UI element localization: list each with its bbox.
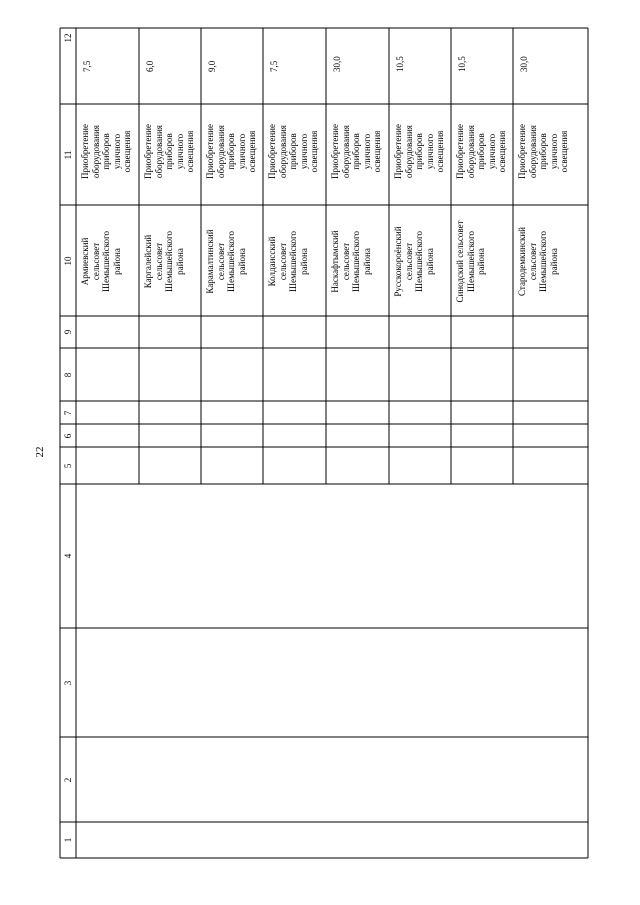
purpose-cell-line: освещения xyxy=(435,130,445,173)
purpose-cell-line: оборудования xyxy=(277,125,288,178)
amount-cell: 6,0 xyxy=(145,60,155,72)
purpose-cell-line: приборов xyxy=(476,133,486,170)
municipality-cell xyxy=(517,211,559,312)
purpose-cell-line: оборудования xyxy=(153,125,164,178)
municipality-cell-line: Синодский сельсовет xyxy=(455,220,465,303)
column-header-2: 2 xyxy=(63,777,73,782)
municipality-cell-line: сельсовет xyxy=(90,242,101,281)
municipality-cell-line: района xyxy=(236,248,247,275)
purpose-cell-line: уличного xyxy=(111,133,122,170)
municipality-cell-line: района xyxy=(298,248,309,275)
purpose-cell-line: освещения xyxy=(559,130,569,173)
purpose-cell-line: Приобретение xyxy=(330,124,340,179)
column-header-9: 9 xyxy=(63,329,73,335)
municipality-cell-line: Шемышейского xyxy=(288,231,298,292)
purpose-cell-line: оборудования xyxy=(527,125,538,178)
purpose-cell-line: Приобретение xyxy=(455,124,465,179)
municipality-cell xyxy=(267,211,309,312)
purpose-cell-line: освещения xyxy=(309,130,319,173)
municipality-cell-line: Каргалейский xyxy=(143,234,153,289)
column-header-8: 8 xyxy=(63,372,73,377)
column-header-3: 3 xyxy=(63,680,73,685)
purpose-cell-line: приборов xyxy=(351,133,361,170)
purpose-cell xyxy=(393,101,446,202)
column-header-5: 5 xyxy=(63,463,73,468)
municipality-cell-line: сельсовет xyxy=(527,242,538,281)
purpose-cell-line: уличного xyxy=(236,133,247,170)
column-header-10: 10 xyxy=(63,256,73,265)
municipality-cell-line: района xyxy=(476,248,486,275)
purpose-cell-line: освещения xyxy=(122,130,132,173)
municipality-cell-line: сельсовет xyxy=(153,242,164,281)
municipality-cell xyxy=(143,211,185,312)
amount-cell: 7,5 xyxy=(82,60,92,72)
page-number: 22 xyxy=(34,446,46,458)
purpose-cell-line: уличного xyxy=(424,133,435,170)
purpose-cell-line: оборудования xyxy=(340,125,351,178)
municipality-cell-line: района xyxy=(548,248,559,275)
municipality-cell xyxy=(393,211,435,312)
column-header-6: 6 xyxy=(63,433,73,438)
amount-cell: 30,0 xyxy=(332,56,342,72)
purpose-cell-line: Приобретение xyxy=(205,124,215,179)
municipality-cell-line: Шемышейского xyxy=(164,231,174,292)
municipality-cell-line: Шемышейского xyxy=(101,231,111,292)
municipality-cell-line: сельсовет xyxy=(403,242,414,281)
purpose-cell-line: Приобретение xyxy=(267,124,277,179)
purpose-cell xyxy=(517,101,570,202)
municipality-cell-line: Шемышейского xyxy=(414,231,424,292)
municipality-cell-line: района xyxy=(424,248,435,275)
municipality-cell-line: сельсовет xyxy=(277,242,288,281)
purpose-cell-line: приборов xyxy=(164,133,174,170)
purpose-cell-line: оборудования xyxy=(215,125,226,178)
column-header-11: 11 xyxy=(63,150,73,159)
amount-cell: 9,0 xyxy=(207,60,217,72)
purpose-cell xyxy=(455,101,508,202)
municipality-cell-line: сельсовет xyxy=(340,242,351,281)
amount-cell: 30,0 xyxy=(519,56,529,72)
municipality-cell xyxy=(455,211,487,312)
municipality-cell-line: Стародемкинский xyxy=(517,227,527,296)
municipality-cell-line: сельсовет xyxy=(215,242,226,281)
purpose-cell-line: приборов xyxy=(538,133,548,170)
purpose-cell xyxy=(80,101,133,202)
purpose-cell-line: уличного xyxy=(298,133,309,170)
purpose-cell xyxy=(330,101,383,202)
amount-cell: 10,5 xyxy=(395,56,405,72)
municipality-cell-line: Шемышейского xyxy=(351,231,361,292)
purpose-cell-line: приборов xyxy=(288,133,298,170)
purpose-cell-line: освещения xyxy=(185,130,195,173)
municipality-cell-line: Шемышейского xyxy=(226,231,236,292)
purpose-cell-line: освещения xyxy=(497,130,507,173)
purpose-cell xyxy=(205,101,258,202)
municipality-cell-line: Наскафтымский xyxy=(330,230,340,293)
purpose-cell-line: оборудования xyxy=(90,125,101,178)
purpose-cell-line: оборудования xyxy=(403,125,414,178)
municipality-cell-line: Шемышейского xyxy=(538,231,548,292)
purpose-cell-line: уличного xyxy=(548,133,559,170)
purpose-cell-line: Приобретение xyxy=(393,124,403,179)
purpose-cell-line: приборов xyxy=(226,133,236,170)
purpose-cell-line: уличного xyxy=(174,133,185,170)
amount-cell: 7,5 xyxy=(269,60,279,72)
purpose-cell xyxy=(267,101,320,202)
amount-cell: 10,5 xyxy=(457,56,467,72)
municipality-cell-line: Русскокороёнский xyxy=(393,226,403,297)
column-header-12: 12 xyxy=(63,33,73,43)
municipality-cell xyxy=(330,211,372,312)
municipality-cell-line: Карамалтинский xyxy=(205,229,215,294)
purpose-cell xyxy=(143,101,196,202)
purpose-cell-line: приборов xyxy=(414,133,424,170)
municipality-cell xyxy=(205,211,247,312)
municipality-cell-line: Армиевский xyxy=(80,237,90,286)
municipality-cell-line: Шемышейского xyxy=(465,231,476,292)
municipality-cell xyxy=(80,211,122,312)
purpose-cell-line: Приобретение xyxy=(143,124,153,179)
purpose-cell-line: приборов xyxy=(101,133,111,170)
municipality-cell-line: района xyxy=(361,248,372,275)
purpose-cell-line: уличного xyxy=(486,133,497,170)
municipality-cell-line: района xyxy=(174,248,185,275)
column-header-1: 1 xyxy=(63,837,73,843)
column-header-4: 4 xyxy=(63,553,73,559)
purpose-cell-line: Приобретение xyxy=(80,124,90,179)
purpose-cell-line: освещения xyxy=(372,130,382,173)
municipality-cell-line: района xyxy=(111,248,122,275)
purpose-cell-line: уличного xyxy=(361,133,372,170)
column-header-7: 7 xyxy=(63,410,73,415)
purpose-cell-line: Приобретение xyxy=(517,124,527,179)
municipality-cell-line: Колдаисский xyxy=(267,236,277,287)
purpose-cell-line: освещения xyxy=(247,130,257,173)
purpose-cell-line: оборудования xyxy=(465,125,476,178)
